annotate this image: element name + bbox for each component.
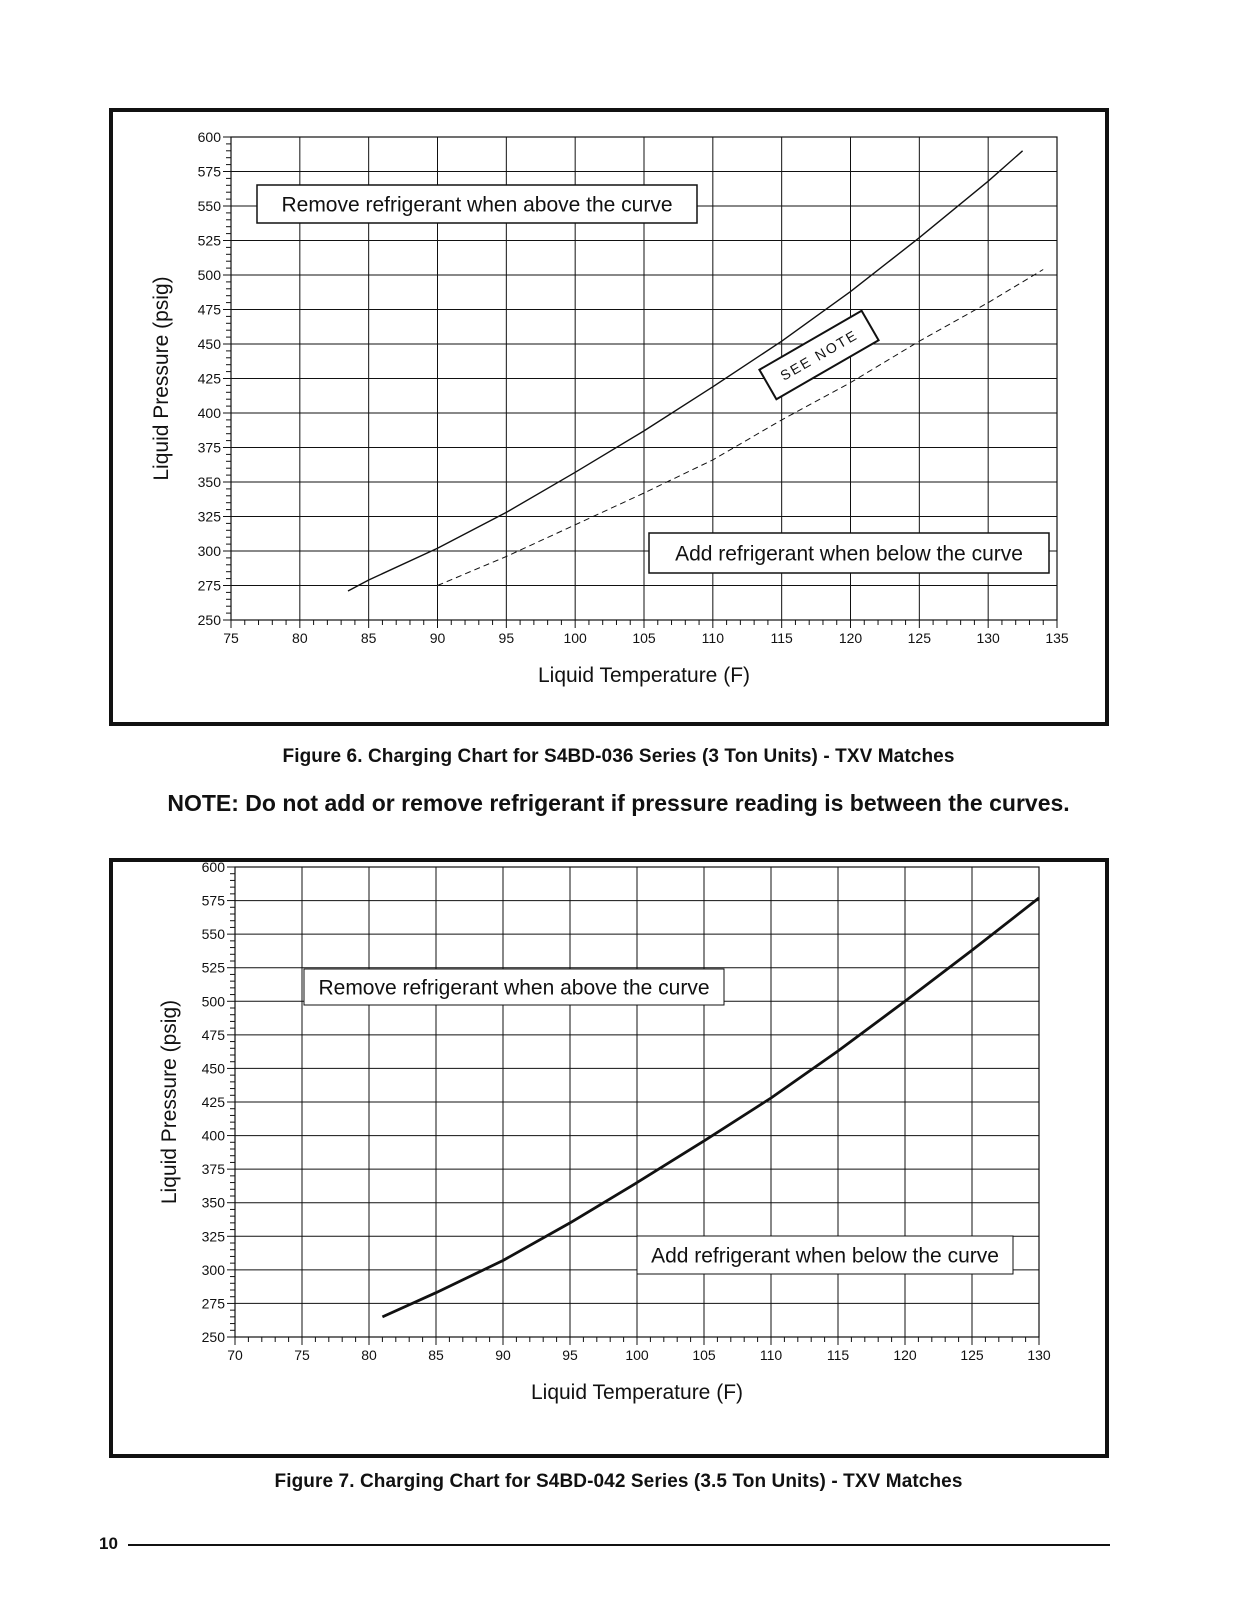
remove-refrigerant-annotation <box>304 969 724 1005</box>
y-tick-label: 325 <box>197 508 221 525</box>
x-tick-label: 80 <box>292 630 308 646</box>
x-tick-label: 120 <box>893 1347 917 1363</box>
y-tick-label: 400 <box>201 1127 225 1144</box>
x-tick-label: 85 <box>360 630 377 646</box>
page-number: 10 <box>99 1534 118 1553</box>
y-tick-label: 450 <box>197 336 221 352</box>
y-tick-label: 550 <box>197 198 221 214</box>
y-tick-label: 275 <box>197 577 221 594</box>
footer-rule <box>128 1544 1110 1546</box>
y-tick-label: 450 <box>201 1060 225 1077</box>
x-tick-label: 115 <box>826 1347 850 1363</box>
y-tick-label: 600 <box>201 862 225 875</box>
y-tick-label: 525 <box>197 232 221 249</box>
remove-refrigerant-annotation <box>257 185 697 223</box>
x-tick-label: 115 <box>770 630 793 646</box>
y-tick-label: 300 <box>197 543 221 559</box>
note-text: NOTE: Do not add or remove refrigerant if pressure reading is between the curves. <box>167 790 1070 816</box>
x-tick-label: 75 <box>294 1347 310 1363</box>
x-tick-label: 110 <box>701 630 724 646</box>
x-axis-label: Liquid Temperature (F) <box>537 664 751 687</box>
y-tick-label: 575 <box>197 163 221 180</box>
charging-chart-figure-6 <box>113 112 1105 722</box>
y-tick-label: 425 <box>201 1094 225 1110</box>
y-tick-label: 250 <box>197 612 221 628</box>
figure-7-caption: Figure 7. Charging Chart for S4BD-042 Series (3.5 Ton Units) - TXV Matches <box>274 1471 963 1492</box>
add-refrigerant-annotation <box>637 1236 1013 1274</box>
y-tick-label: 300 <box>201 1261 225 1278</box>
x-tick-label: 95 <box>498 630 515 646</box>
y-tick-label: 400 <box>197 405 221 421</box>
y-tick-label: 375 <box>201 1161 225 1178</box>
x-tick-label: 105 <box>632 630 656 646</box>
y-tick-label: 275 <box>201 1295 225 1312</box>
chart-frame-figure-6 <box>109 108 1109 726</box>
remove-refrigerant-annotation-text: Remove refrigerant when above the curve <box>281 193 673 217</box>
y-tick-label: 550 <box>201 926 225 943</box>
x-tick-label: 95 <box>562 1347 578 1363</box>
y-axis-label: Liquid Pressure (psig) <box>150 276 173 481</box>
remove-refrigerant-annotation-text: Remove refrigerant when above the curve <box>318 976 710 1000</box>
x-tick-label: 80 <box>361 1347 377 1363</box>
y-tick-label: 525 <box>201 959 225 976</box>
y-tick-label: 500 <box>201 993 225 1010</box>
y-tick-label: 475 <box>197 301 221 318</box>
x-tick-label: 85 <box>428 1347 444 1363</box>
chart-frame-figure-7 <box>109 858 1109 1458</box>
see-note-annotation <box>759 311 878 399</box>
x-tick-label: 100 <box>625 1347 649 1363</box>
x-tick-label: 90 <box>495 1347 511 1363</box>
y-tick-label: 600 <box>197 129 221 145</box>
y-tick-label: 250 <box>201 1329 225 1345</box>
x-tick-label: 110 <box>759 1347 783 1363</box>
x-tick-label: 100 <box>563 630 587 646</box>
x-tick-label: 130 <box>1027 1347 1051 1363</box>
x-tick-label: 130 <box>976 630 1000 646</box>
add-refrigerant-annotation-text: Add refrigerant when below the curve <box>675 542 1023 566</box>
y-tick-label: 350 <box>201 1194 225 1211</box>
x-tick-label: 125 <box>960 1347 984 1363</box>
y-axis-label: Liquid Pressure (psig) <box>158 999 181 1205</box>
x-tick-label: 105 <box>692 1347 716 1363</box>
x-tick-label: 75 <box>223 630 239 646</box>
x-tick-label: 125 <box>907 630 932 646</box>
x-tick-label: 70 <box>227 1347 243 1363</box>
y-tick-label: 575 <box>201 892 225 909</box>
y-tick-label: 350 <box>197 474 221 490</box>
see-note-annotation-text: SEE NOTE <box>777 326 861 384</box>
y-tick-label: 375 <box>197 439 221 456</box>
x-tick-label: 90 <box>429 630 446 646</box>
y-tick-label: 500 <box>197 267 221 283</box>
x-tick-label: 135 <box>1045 630 1069 646</box>
add-refrigerant-annotation-text: Add refrigerant when below the curve <box>651 1244 999 1268</box>
figure-6-caption: Figure 6. Charging Chart for S4BD-036 Series (3 Ton Units) - TXV Matches <box>282 746 955 767</box>
y-tick-label: 475 <box>201 1026 225 1043</box>
y-tick-label: 425 <box>197 370 221 387</box>
x-tick-label: 120 <box>838 630 863 646</box>
charging-chart-figure-7 <box>113 862 1105 1454</box>
y-tick-label: 325 <box>201 1228 225 1245</box>
x-axis-label: Liquid Temperature (F) <box>530 1381 744 1404</box>
add-refrigerant-annotation <box>649 533 1049 573</box>
